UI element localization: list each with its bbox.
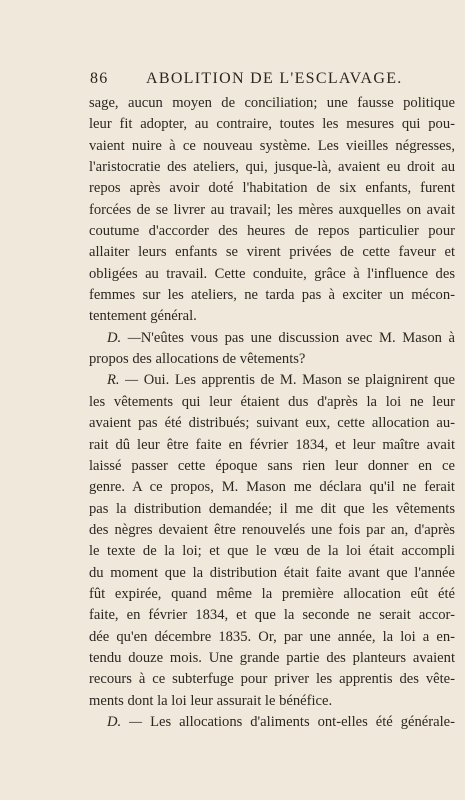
speaker-label-d: D. — [107,713,143,730]
question-text: Les allocations d'aliments ont-elles été générale- [150,713,455,730]
speaker-label-r: R. — [107,372,139,389]
text-line: du moment que la distribution était faite avant que l'année [89,564,455,581]
text-line: tentement général. [89,308,197,325]
text-line: leur fit adopter, au contraire, toutes les mesures qui pou- [89,116,455,133]
question-line [89,712,455,733]
text-line: genre. A ce propos, M. Mason me déclara qu'il ne ferait [89,479,455,496]
page-header [90,70,450,92]
body-text [89,93,455,733]
text-line: laissé passer cette époque sans rien leur donner en ce [89,457,455,474]
text-line: forcées de se livrer au travail; les mères auxquelles on avait [89,201,455,218]
text-line: avaient pas été distribués; suivant eux, cette allocation au- [89,415,455,432]
text-line: allaiter leurs enfants se virent privées de cette faveur et [89,244,455,261]
text-line: fût expirée, quand même la première allocation eût été [89,585,455,602]
text-line: rait dû leur être faite en février 1834, et leur maître avait [89,436,455,453]
text-line: ments dont la loi leur assurait le bénéfice. [89,692,333,709]
text-line: coutume d'accorder des heures de repos particulier pour [89,223,455,240]
text-line: faite, en février 1834, et que la seconde ne serait accor- [89,607,455,624]
text-line: les vêtements qui leur étaient dus d'après la loi ne leur [89,393,455,410]
text-line: sage, aucun moyen de conciliation; une fausse politique [89,95,455,111]
text-line: tendu douze mois. Une grande partie des planteurs avaient [89,649,455,666]
text-line: pas la distribution demandée; il me dit que les vêtements [89,500,455,517]
text-line: propos des allocations de vêtements? [89,351,306,368]
text-line: recours à ce subterfuge pour priver les apprentis des vête- [89,671,455,688]
text-line: femmes sur les ateliers, ne tarda pas à exciter un mécon- [89,287,455,304]
answer-text: Oui. Les apprentis de M. Mason se plaignirent que [143,372,455,389]
question-text: N'eûtes vous pas une discussion avec M. Mason à [140,329,456,346]
text-line: repos après avoir doté l'habitation de six enfants, furent [89,180,455,197]
text-line: le texte de la loi; et que le vœu de la loi était accompli [89,543,455,560]
text-line: vaient nuire à ce nouveau système. Les vieilles négresses, [89,137,455,154]
text-line: obligées au travail. Cette conduite, grâce à l'influence des [89,265,455,282]
question-line [89,328,455,349]
speaker-label-d: D. — [107,329,141,346]
answer-line [89,370,455,391]
text-line: dée qu'en décembre 1835. Or, par une année, la loi a en- [89,628,455,645]
page-number: 86 [90,70,109,87]
text-line: l'aristocratie des ateliers, qui, jusque-là, avaient eu droit au [89,159,455,176]
running-title: ABOLITION DE L'ESCLAVAGE. [146,70,403,87]
text-line: des nègres devaient être renouvelés une fois par an, d'après [89,521,455,538]
